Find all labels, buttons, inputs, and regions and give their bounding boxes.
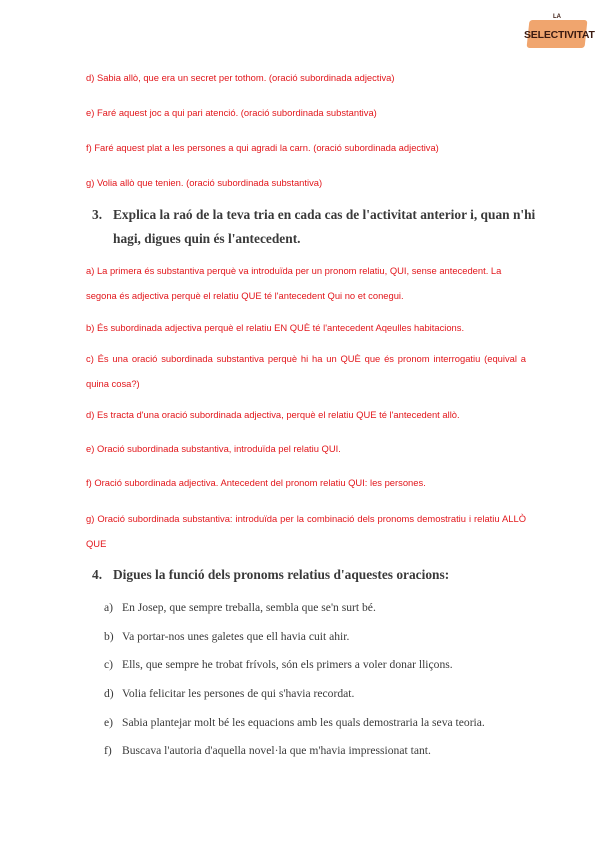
item-marker: d) [104,687,114,700]
selectivitat-logo [524,12,595,52]
question-text-line2: hagi, digues quin és l'antecedent. [113,231,301,246]
item-marker: c) [104,658,114,671]
list-item [104,658,453,671]
question-number: 3. [92,207,103,222]
item-text: Buscava l'autoria d'aquella novel·la que m'havia impressionat tant. [122,744,431,757]
item-text: Sabia plantejar molt bé les equacions amb les quals demostraria la seva teoria. [122,716,485,729]
item-text: Volia felicitar les persones de qui s'havia recordat. [122,687,355,700]
explanation-b: b) És subordinada adjectiva perquè el relatiu EN QUÈ té l'antecedent Aqeulles habitacions. [86,322,465,333]
question-text-line1: Explica la raó de la teva tria en cada cas de l'activitat anterior i, quan n'hi [113,207,536,222]
item-marker: f) [104,744,112,757]
question-number: 4. [92,567,103,582]
list-item [104,687,354,700]
explanation-d: d) Es tracta d'una oració subordinada adjectiva, perquè el relatiu QUE té l'antecedent allò. [86,409,460,420]
question-title: Digues la funció dels pronoms relatius d'aquestes oracions: [113,567,450,582]
list-item [104,716,485,729]
explanation-g: g) Oració subordinada substantiva: introduïda per la combinació dels pronoms demostratiu i relatiu ALLÒ QUE [86,513,526,549]
explanation-c: c) És una oració subordinada substantiva perquè hi ha un QUÈ que és pronom interrogatiu (equival a quina cosa?) [86,353,526,389]
item-marker: e) [104,716,114,729]
answer-line-f: f) Faré aquest plat a les persones a qui agradi la carn. (oració subordinada adjectiva) [86,142,439,153]
item-marker: a) [104,601,114,614]
logo-small-text: LA [553,14,561,20]
item-marker: b) [104,630,114,643]
answer-line-e: e) Faré aquest joc a qui pari atenció. (oració subordinada substantiva) [86,107,377,118]
answer-line-g: g) Volia allò que tenien. (oració subordinada substantiva) [86,177,323,188]
explanation-e: e) Oració subordinada substantiva, introduïda pel relatiu QUI. [86,443,341,454]
explanation-a: a) La primera és substantiva perquè va introduïda per un pronom relatiu, QUI, sense antecedent. La segona és adjectiva perquè el relatiu QUE té l'antecedent Qui no et conegui. [86,265,502,301]
answer-line-d: d) Sabia allò, que era un secret per tothom. (oració subordinada adjectiva) [86,72,395,83]
item-text: Va portar-nos unes galetes que ell havia cuit ahir. [122,630,350,643]
item-text: Ells, que sempre he trobat frívols, són els primers a voler donar lliçons. [122,658,453,671]
logo-main-text: SELECTIVITAT [524,29,595,41]
explanation-f: f) Oració subordinada adjectiva. Antecedent del pronom relatiu QUI: les persones. [86,477,426,488]
list-item [104,630,349,643]
list-item [104,744,431,757]
list-item [104,601,376,614]
item-text: En Josep, que sempre treballa, sembla que se'n surt bé. [122,601,376,614]
